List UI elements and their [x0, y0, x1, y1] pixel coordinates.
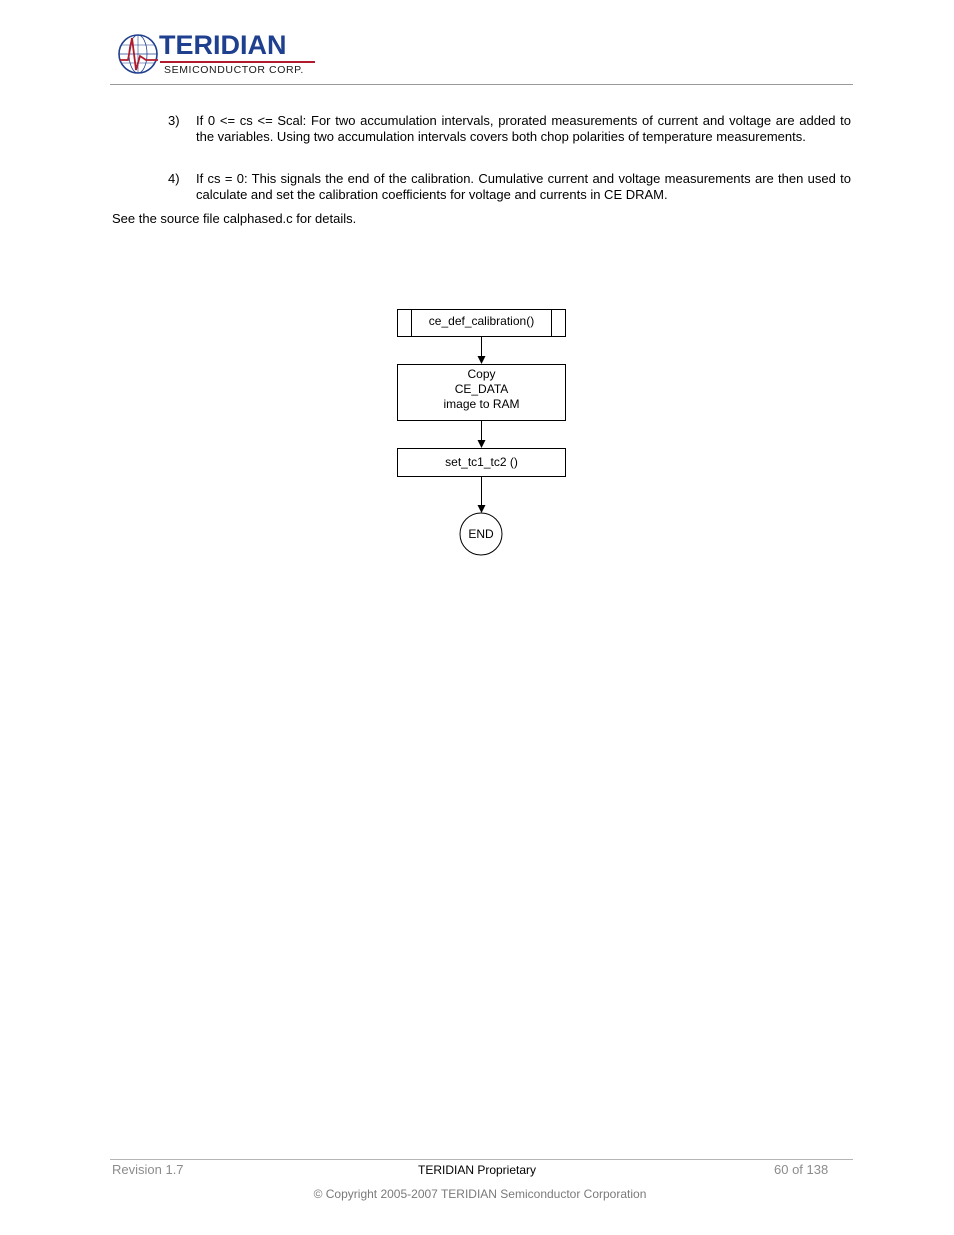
- flow-end-label: END: [468, 527, 494, 541]
- logo-subtitle: SEMICONDUCTOR CORP.: [164, 64, 304, 76]
- list-item-number: 4): [168, 171, 180, 186]
- copyright-notice: © Copyright 2005-2007 TERIDIAN Semiconductor Corporation: [313, 1187, 647, 1201]
- list-item-number: 3): [168, 113, 180, 128]
- page-number: 60 of 138: [774, 1162, 829, 1177]
- footer-divider: [110, 1159, 853, 1160]
- revision-label: Revision 1.7: [112, 1162, 184, 1177]
- flow-step-label: Copy CE_DATA image to RAM: [443, 367, 520, 411]
- list-item-text: If 0 <= cs <= Scal: For two accumulation intervals, prorated measurements of current and voltage are added to the variables. Using two accumulation intervals covers both chop polarities of temperature measurements.: [196, 113, 851, 144]
- proprietary-label: TERIDIAN Proprietary: [417, 1163, 537, 1177]
- logo-wordmark: TERIDIAN: [159, 30, 287, 60]
- flowchart: [0, 0, 954, 600]
- list-item-text: If cs = 0: This signals the end of the calibration. Cumulative current and voltage measurements are then used to calculate and set the calibration coefficients for voltage and currents in CE DRAM.: [196, 171, 851, 202]
- flow-step-label: set_tc1_tc2 (): [445, 455, 518, 469]
- flow-step-label: ce_def_calibration(): [428, 314, 535, 328]
- source-reference: See the source file calphased.c for details.: [112, 211, 357, 226]
